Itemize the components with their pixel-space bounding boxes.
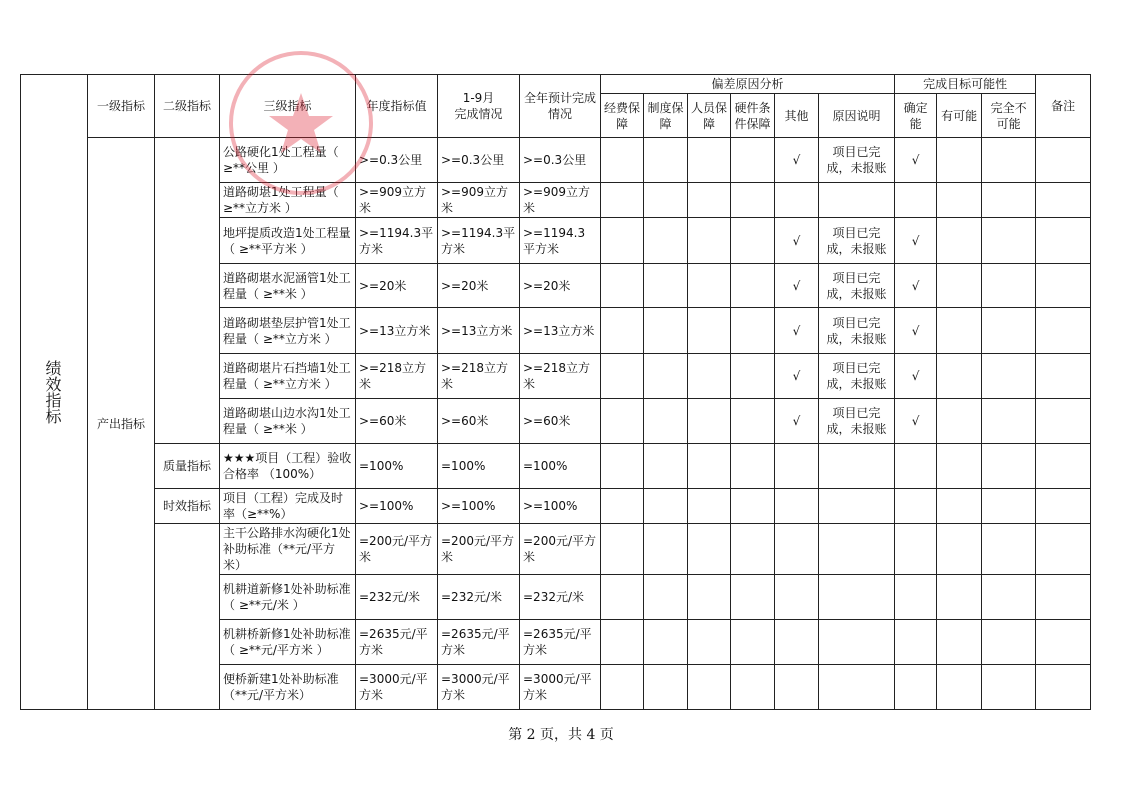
fullyear-estimate: =100% [520, 444, 601, 489]
poss-no-cell [982, 218, 1036, 264]
fullyear-estimate: >=13立方米 [520, 308, 601, 354]
poss-sure-cell: √ [895, 354, 937, 399]
fullyear-estimate: =232元/米 [520, 575, 601, 620]
poss-maybe-cell [937, 444, 982, 489]
header-level3: 三级指标 [220, 75, 356, 138]
poss-maybe-cell [937, 489, 982, 524]
dev-system-cell [644, 399, 688, 444]
fullyear-estimate: =200元/平方米 [520, 524, 601, 575]
poss-sure-cell: √ [895, 308, 937, 354]
dev-hardware-cell [731, 183, 775, 218]
fullyear-estimate: >=218立方米 [520, 354, 601, 399]
ytd-completion: =3000元/平方米 [438, 665, 520, 710]
poss-no-cell [982, 264, 1036, 308]
dev-staff-cell [688, 665, 731, 710]
dev-staff-cell [688, 218, 731, 264]
fullyear-estimate: >=100% [520, 489, 601, 524]
remark-cell [1036, 183, 1091, 218]
dev-staff-cell [688, 399, 731, 444]
remark-cell [1036, 264, 1091, 308]
poss-maybe-cell [937, 308, 982, 354]
poss-no-cell [982, 308, 1036, 354]
dev-reason-cell: 项目已完成，未报账 [819, 264, 895, 308]
level3-indicator: 道路砌堪片石挡墙1处工程量（ ≥**立方米 ） [220, 354, 356, 399]
annual-target: =100% [356, 444, 438, 489]
perf-indicator-cell [21, 75, 88, 710]
dev-hardware-cell [731, 138, 775, 183]
level3-indicator: 项目（工程）完成及时率（≥**%） [220, 489, 356, 524]
remark-cell [1036, 489, 1091, 524]
poss-no-cell [982, 138, 1036, 183]
remark-cell [1036, 308, 1091, 354]
remark-cell [1036, 218, 1091, 264]
header-possibility: 完成目标可能性 [895, 75, 1036, 94]
dev-other-cell [775, 665, 819, 710]
poss-maybe-cell [937, 264, 982, 308]
poss-maybe-cell [937, 183, 982, 218]
poss-no-cell [982, 183, 1036, 218]
header-dev-hardware: 硬件条件保障 [731, 94, 775, 138]
dev-funding-cell [601, 218, 644, 264]
performance-table [20, 74, 1091, 710]
dev-hardware-cell [731, 218, 775, 264]
level3-indicator: 道路砌堪山边水沟1处工程量（ ≥**米 ） [220, 399, 356, 444]
dev-system-cell [644, 620, 688, 665]
level2-quantity-cell [155, 138, 220, 444]
annual-target: >=20米 [356, 264, 438, 308]
dev-reason-cell: 项目已完成，未报账 [819, 399, 895, 444]
annual-target: =232元/米 [356, 575, 438, 620]
fullyear-estimate: >=0.3公里 [520, 138, 601, 183]
dev-funding-cell [601, 354, 644, 399]
poss-sure-cell [895, 489, 937, 524]
header-poss-sure: 确定能 [895, 94, 937, 138]
remark-cell [1036, 620, 1091, 665]
dev-staff-cell [688, 524, 731, 575]
dev-funding-cell [601, 444, 644, 489]
ytd-completion: =200元/平方米 [438, 524, 520, 575]
poss-no-cell [982, 354, 1036, 399]
dev-funding-cell [601, 524, 644, 575]
dev-other-cell [775, 524, 819, 575]
fullyear-estimate: =2635元/平方米 [520, 620, 601, 665]
poss-no-cell [982, 444, 1036, 489]
dev-funding-cell [601, 575, 644, 620]
level3-indicator: 道路砌堪垫层护管1处工程量（ ≥**立方米 ） [220, 308, 356, 354]
level3-indicator: 道路砌堪水泥涵管1处工程量（ ≥**米 ） [220, 264, 356, 308]
ytd-completion: =100% [438, 444, 520, 489]
poss-sure-cell [895, 524, 937, 575]
header-dev-other: 其他 [775, 94, 819, 138]
dev-other-cell [775, 444, 819, 489]
header-dev-reason: 原因说明 [819, 94, 895, 138]
level2-quality-cell: 质量指标 [155, 444, 220, 489]
poss-sure-cell: √ [895, 399, 937, 444]
remark-cell [1036, 354, 1091, 399]
dev-reason-cell [819, 665, 895, 710]
ytd-completion: >=20米 [438, 264, 520, 308]
header-poss-no: 完全不可能 [982, 94, 1036, 138]
remark-cell [1036, 444, 1091, 489]
dev-hardware-cell [731, 524, 775, 575]
remark-cell [1036, 524, 1091, 575]
ytd-completion: =232元/米 [438, 575, 520, 620]
dev-hardware-cell [731, 399, 775, 444]
ytd-completion: >=909立方米 [438, 183, 520, 218]
annual-target: =3000元/平方米 [356, 665, 438, 710]
annual-target: >=60米 [356, 399, 438, 444]
level2-timeliness-cell: 时效指标 [155, 489, 220, 524]
dev-funding-cell [601, 620, 644, 665]
dev-system-cell [644, 575, 688, 620]
annual-target: =2635元/平方米 [356, 620, 438, 665]
dev-staff-cell [688, 183, 731, 218]
level3-indicator: 公路硬化1处工程量（ ≥**公里 ） [220, 138, 356, 183]
page-footer: 第 2 页，共 4 页 [508, 727, 614, 743]
dev-hardware-cell [731, 264, 775, 308]
dev-staff-cell [688, 444, 731, 489]
level3-indicator: 道路砌堪1处工程量（ ≥**立方米 ） [220, 183, 356, 218]
dev-staff-cell [688, 308, 731, 354]
poss-no-cell [982, 524, 1036, 575]
fullyear-estimate: >=20米 [520, 264, 601, 308]
dev-reason-cell: 项目已完成，未报账 [819, 308, 895, 354]
fullyear-estimate: >=60米 [520, 399, 601, 444]
level3-indicator: 机耕道新修1处补助标准（ ≥**元/米 ） [220, 575, 356, 620]
dev-funding-cell [601, 399, 644, 444]
dev-system-cell [644, 308, 688, 354]
ytd-completion: >=13立方米 [438, 308, 520, 354]
fullyear-estimate: >=1194.3平方米 [520, 218, 601, 264]
annual-target: >=1194.3平方米 [356, 218, 438, 264]
header-remark: 备注 [1036, 75, 1091, 138]
level1-output-cell: 产出指标 [88, 138, 155, 710]
dev-reason-cell [819, 183, 895, 218]
table-row [21, 489, 1091, 524]
poss-sure-cell [895, 444, 937, 489]
table-row [21, 444, 1091, 489]
dev-hardware-cell [731, 620, 775, 665]
dev-hardware-cell [731, 308, 775, 354]
dev-reason-cell: 项目已完成，未报账 [819, 138, 895, 183]
poss-maybe-cell [937, 218, 982, 264]
perf-indicator-label: 绩效指标 [43, 360, 62, 424]
remark-cell [1036, 575, 1091, 620]
dev-staff-cell [688, 575, 731, 620]
dev-other-cell: √ [775, 264, 819, 308]
poss-sure-cell: √ [895, 218, 937, 264]
dev-system-cell [644, 489, 688, 524]
level2-cost-cell [155, 524, 220, 710]
dev-staff-cell [688, 489, 731, 524]
annual-target: =200元/平方米 [356, 524, 438, 575]
poss-maybe-cell [937, 354, 982, 399]
remark-cell [1036, 138, 1091, 183]
poss-sure-cell [895, 575, 937, 620]
ytd-completion: >=0.3公里 [438, 138, 520, 183]
poss-sure-cell: √ [895, 264, 937, 308]
poss-no-cell [982, 575, 1036, 620]
level3-indicator: 主干公路排水沟硬化1处补助标准（**元/平方米） [220, 524, 356, 575]
annual-target: >=0.3公里 [356, 138, 438, 183]
fullyear-estimate: =3000元/平方米 [520, 665, 601, 710]
remark-cell [1036, 665, 1091, 710]
dev-funding-cell [601, 264, 644, 308]
header-fullyear: 全年预计完成情况 [520, 75, 601, 138]
poss-maybe-cell [937, 620, 982, 665]
dev-other-cell [775, 575, 819, 620]
poss-no-cell [982, 665, 1036, 710]
dev-reason-cell [819, 575, 895, 620]
poss-maybe-cell [937, 138, 982, 183]
dev-system-cell [644, 138, 688, 183]
ytd-completion: =2635元/平方米 [438, 620, 520, 665]
level3-indicator: 便桥新建1处补助标准（**元/平方米） [220, 665, 356, 710]
dev-other-cell: √ [775, 138, 819, 183]
annual-target: >=909立方米 [356, 183, 438, 218]
dev-funding-cell [601, 665, 644, 710]
poss-sure-cell [895, 183, 937, 218]
dev-system-cell [644, 183, 688, 218]
poss-maybe-cell [937, 665, 982, 710]
dev-funding-cell [601, 308, 644, 354]
dev-system-cell [644, 444, 688, 489]
fullyear-estimate: >=909立方米 [520, 183, 601, 218]
level3-indicator: 地坪提质改造1处工程量（ ≥**平方米 ） [220, 218, 356, 264]
dev-funding-cell [601, 138, 644, 183]
annual-target: >=218立方米 [356, 354, 438, 399]
header-level2: 二级指标 [155, 75, 220, 138]
header-dev-system: 制度保障 [644, 94, 688, 138]
dev-reason-cell [819, 444, 895, 489]
poss-no-cell [982, 620, 1036, 665]
ytd-completion: >=100% [438, 489, 520, 524]
poss-no-cell [982, 489, 1036, 524]
dev-hardware-cell [731, 489, 775, 524]
poss-sure-cell [895, 665, 937, 710]
dev-other-cell [775, 183, 819, 218]
header-level1: 一级指标 [88, 75, 155, 138]
dev-funding-cell [601, 183, 644, 218]
dev-reason-cell: 项目已完成，未报账 [819, 218, 895, 264]
level3-indicator: 机耕桥新修1处补助标准（ ≥**元/平方米 ） [220, 620, 356, 665]
ytd-completion: >=1194.3平方米 [438, 218, 520, 264]
level3-indicator: ★★★项目（工程）验收合格率 （100%） [220, 444, 356, 489]
dev-system-cell [644, 354, 688, 399]
dev-reason-cell [819, 489, 895, 524]
annual-target: >=13立方米 [356, 308, 438, 354]
header-ytd: 1-9月 完成情况 [438, 75, 520, 138]
dev-staff-cell [688, 354, 731, 399]
dev-system-cell [644, 264, 688, 308]
poss-no-cell [982, 399, 1036, 444]
dev-other-cell: √ [775, 218, 819, 264]
remark-cell [1036, 399, 1091, 444]
dev-staff-cell [688, 138, 731, 183]
header-dev-staff: 人员保障 [688, 94, 731, 138]
poss-maybe-cell [937, 575, 982, 620]
dev-other-cell: √ [775, 399, 819, 444]
table-row [21, 524, 1091, 575]
dev-hardware-cell [731, 575, 775, 620]
ytd-completion: >=218立方米 [438, 354, 520, 399]
header-poss-maybe: 有可能 [937, 94, 982, 138]
header-deviation: 偏差原因分析 [601, 75, 895, 94]
dev-system-cell [644, 665, 688, 710]
dev-staff-cell [688, 620, 731, 665]
table-row [21, 138, 1091, 183]
poss-sure-cell: √ [895, 138, 937, 183]
dev-other-cell [775, 620, 819, 665]
dev-staff-cell [688, 264, 731, 308]
dev-hardware-cell [731, 444, 775, 489]
poss-sure-cell [895, 620, 937, 665]
ytd-completion: >=60米 [438, 399, 520, 444]
header-dev-funding: 经费保障 [601, 94, 644, 138]
header-annual: 年度指标值 [356, 75, 438, 138]
dev-hardware-cell [731, 354, 775, 399]
dev-system-cell [644, 524, 688, 575]
dev-other-cell: √ [775, 308, 819, 354]
dev-hardware-cell [731, 665, 775, 710]
dev-other-cell [775, 489, 819, 524]
dev-reason-cell [819, 524, 895, 575]
annual-target: >=100% [356, 489, 438, 524]
dev-funding-cell [601, 489, 644, 524]
dev-reason-cell [819, 620, 895, 665]
poss-maybe-cell [937, 524, 982, 575]
dev-reason-cell: 项目已完成，未报账 [819, 354, 895, 399]
dev-other-cell: √ [775, 354, 819, 399]
dev-system-cell [644, 218, 688, 264]
poss-maybe-cell [937, 399, 982, 444]
